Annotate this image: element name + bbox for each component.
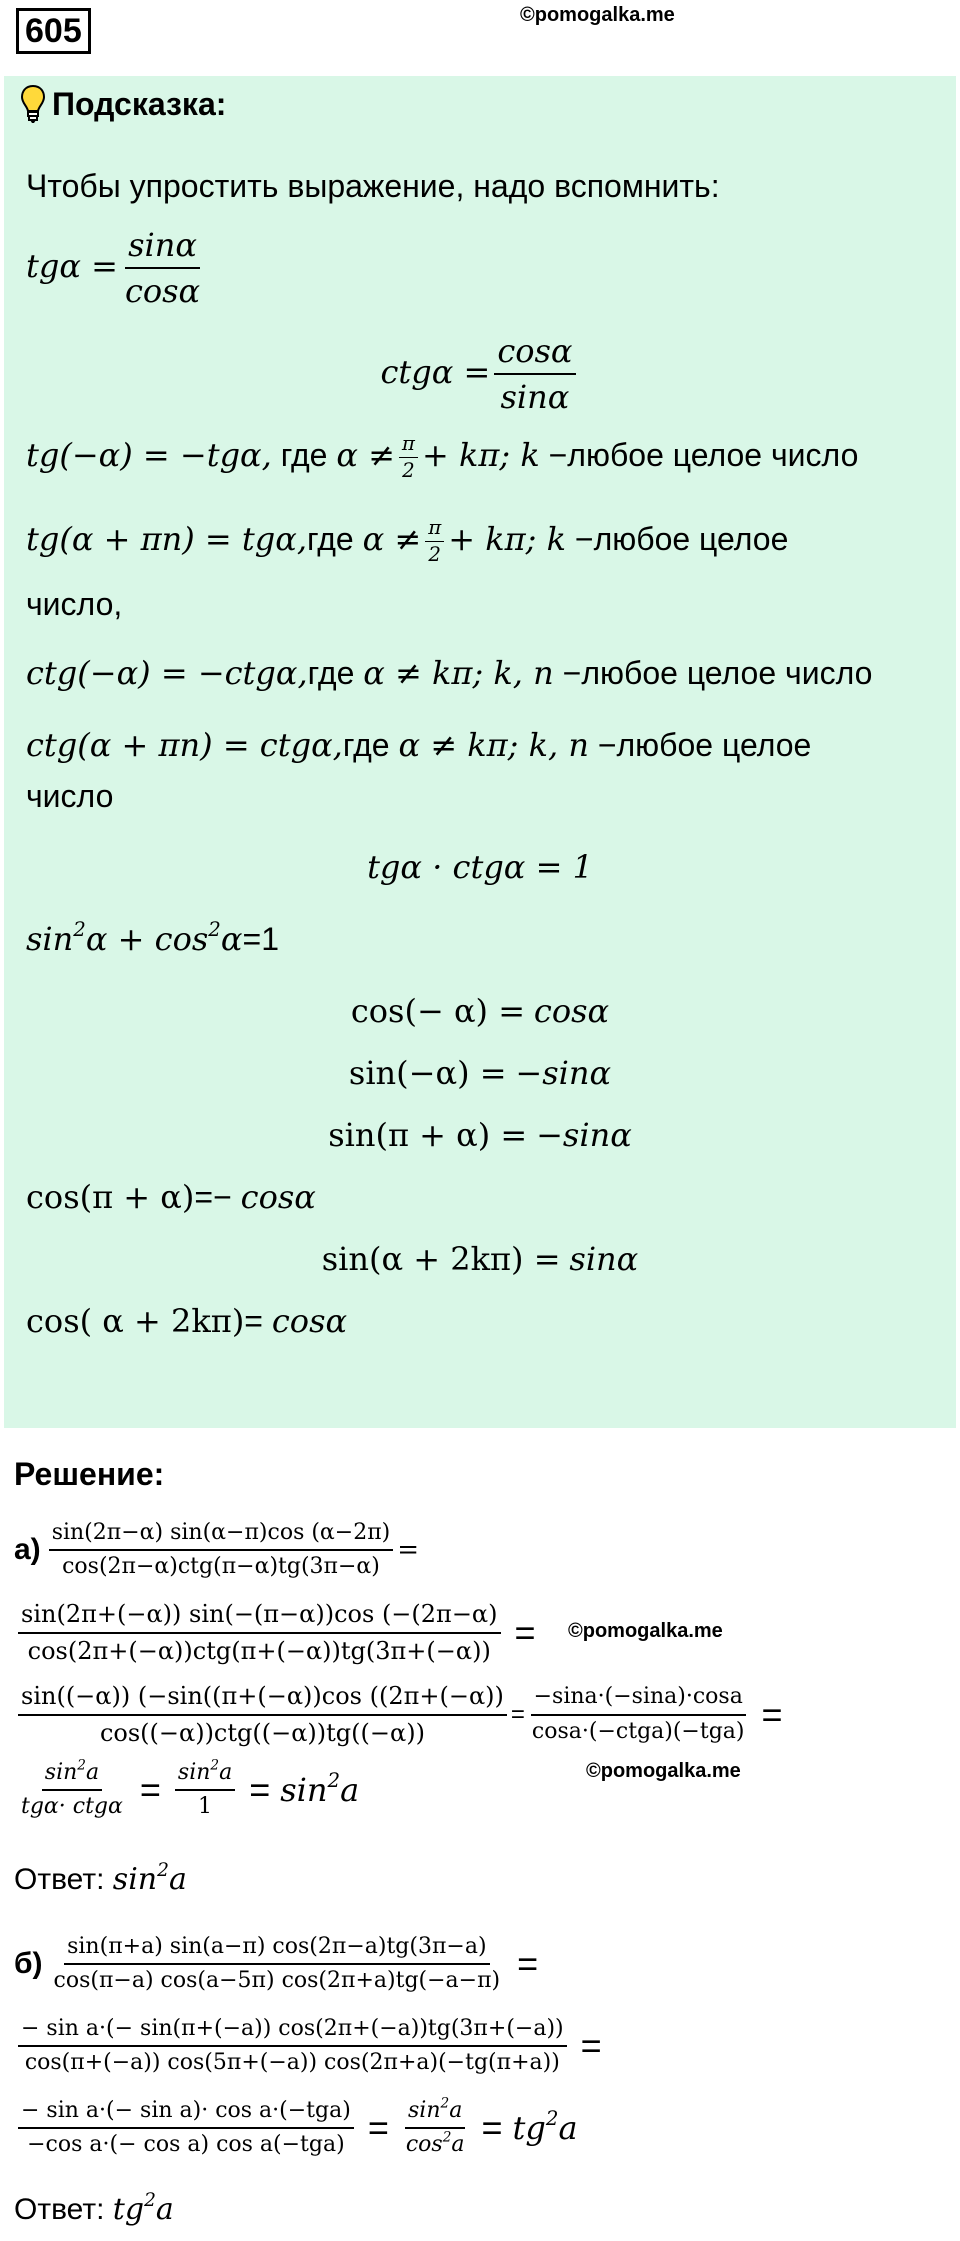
part-a-line-3: $\frac{\sin((-\alpha)) (-\sin((\pi+(-\alpha))\cos ((2\pi+(-\alpha))}{\text{cos((−α))ctg((−α))tg((−α))}}$ = $\frac{-\sin a\cdot(-\sin a)\cdot\cos a}{\text{cosa·(−ctga)(−tga)}}$ = (14, 1682, 793, 1748)
formula-tg-ctg-product: tgα · ctgα = 1 (367, 848, 593, 886)
formula-ctg-period: ctg(α + πn) = ctgα,где α ≠ kπ; k, n −любое целое (26, 726, 812, 764)
formula-tg-period: tg(α + πn) = tgα,где α ≠ $\frac{\pi}{2}$ + kπ; k −любое целое (26, 516, 789, 566)
formula-cos-pi: cos(π + α)=− cosα (26, 1178, 316, 1216)
problem-number: 605 (16, 8, 91, 54)
part-b-line-3: $\frac{\text{− sin a·(− sin a)· cos a·(−tga)}}{\text{−cos a·(− cos a) cos a(−tga)}}$ = $\frac{\sin^2a}{\cos^2a}$ = $tg^2a$ (14, 2098, 578, 2159)
watermark-top: ©pomogalka.me (520, 4, 675, 26)
formula-sin-odd: sin(−α) = −sinα (348, 1054, 612, 1092)
solution-title: Решение: (14, 1456, 165, 1492)
hint-title: Подсказка: (20, 84, 226, 124)
formula-sin-period: sin(α + 2kπ) = sinα (321, 1240, 639, 1278)
formula-sin-pi: sin(π + α) = −sinα (328, 1116, 632, 1154)
part-b-line-1: б) $\frac{\sin(\pi+a) \sin(a-\pi) \cos(2\pi-a)tg(3\pi-a)}{\cos(\pi-a) \cos(a-5\pi) \cos(2\pi+a)tg(-a-\pi)}$ = (14, 1934, 539, 1994)
hint-intro: Чтобы упростить выражение, надо вспомнить: (26, 168, 720, 204)
formula-cos-even: cos(− α) = cosα (350, 992, 610, 1030)
part-a-line-4: $\frac{\sin^2a}{\text{tgα· ctgα}}$ = $\frac{\sin^2a}{1}$ = $\sin^2a$ (21, 1757, 360, 1820)
part-a-line-2: $\frac{\sin(2\pi+(-\alpha)) \sin(-(\pi-\alpha))\cos (-(2\pi-\alpha)}{\text{cos(2π+(−α))ctg(π+(−α))tg(3π+(−α))}}$ = (14, 1600, 546, 1666)
answer-b: Ответ: $tg^2a$ (14, 2189, 174, 2227)
formula-cos-period: cos( α + 2kπ)= cosα (26, 1302, 348, 1340)
formula-tg-def: tgα = $\frac{\sin\alpha}{\cos\alpha}$ (26, 226, 201, 311)
formula-tg-odd: tg(−α) = −tgα, где α ≠ $\frac{\pi}{2}$ + kπ; k −любое целое число (26, 432, 859, 482)
part-a-line-1: а) $\frac{\sin(2\pi-\alpha) \sin(\alpha-\pi)\cos (\alpha-2\pi)}{\text{cos(2π−α)ctg(π−α)tg(3π−α)}}$ = (14, 1520, 420, 1580)
formula-pythagorean: $\sin^2\alpha + \cos^2\alpha=1$ (26, 918, 279, 958)
hint-box (4, 76, 956, 1428)
formula-ctg-period-cont: число (26, 778, 114, 814)
part-b-line-2: $\frac{\text{− sin a·(− sin(π+(−a)) cos(2π+(−a))tg(3π+(−a))}}{\cos(\pi+(-a)) \cos(5\pi+(-a)) \cos(2\pi+a)(-tg(\pi+a))}$ = (14, 2016, 612, 2077)
watermark-mid-1: ©pomogalka.me (568, 1620, 723, 1642)
watermark-mid-2: ©pomogalka.me (586, 1760, 741, 1782)
formula-tg-period-cont: число, (26, 586, 123, 622)
answer-a: Ответ: $\sin^2a$ (14, 1859, 187, 1897)
formula-ctg-odd: ctg(−α) = −ctgα,где α ≠ kπ; k, n −любое целое число (26, 654, 873, 692)
formula-ctg-def: ctgα = $\frac{\cos\alpha}{\sin\alpha}$ (4, 332, 956, 417)
lightbulb-icon (20, 84, 46, 124)
